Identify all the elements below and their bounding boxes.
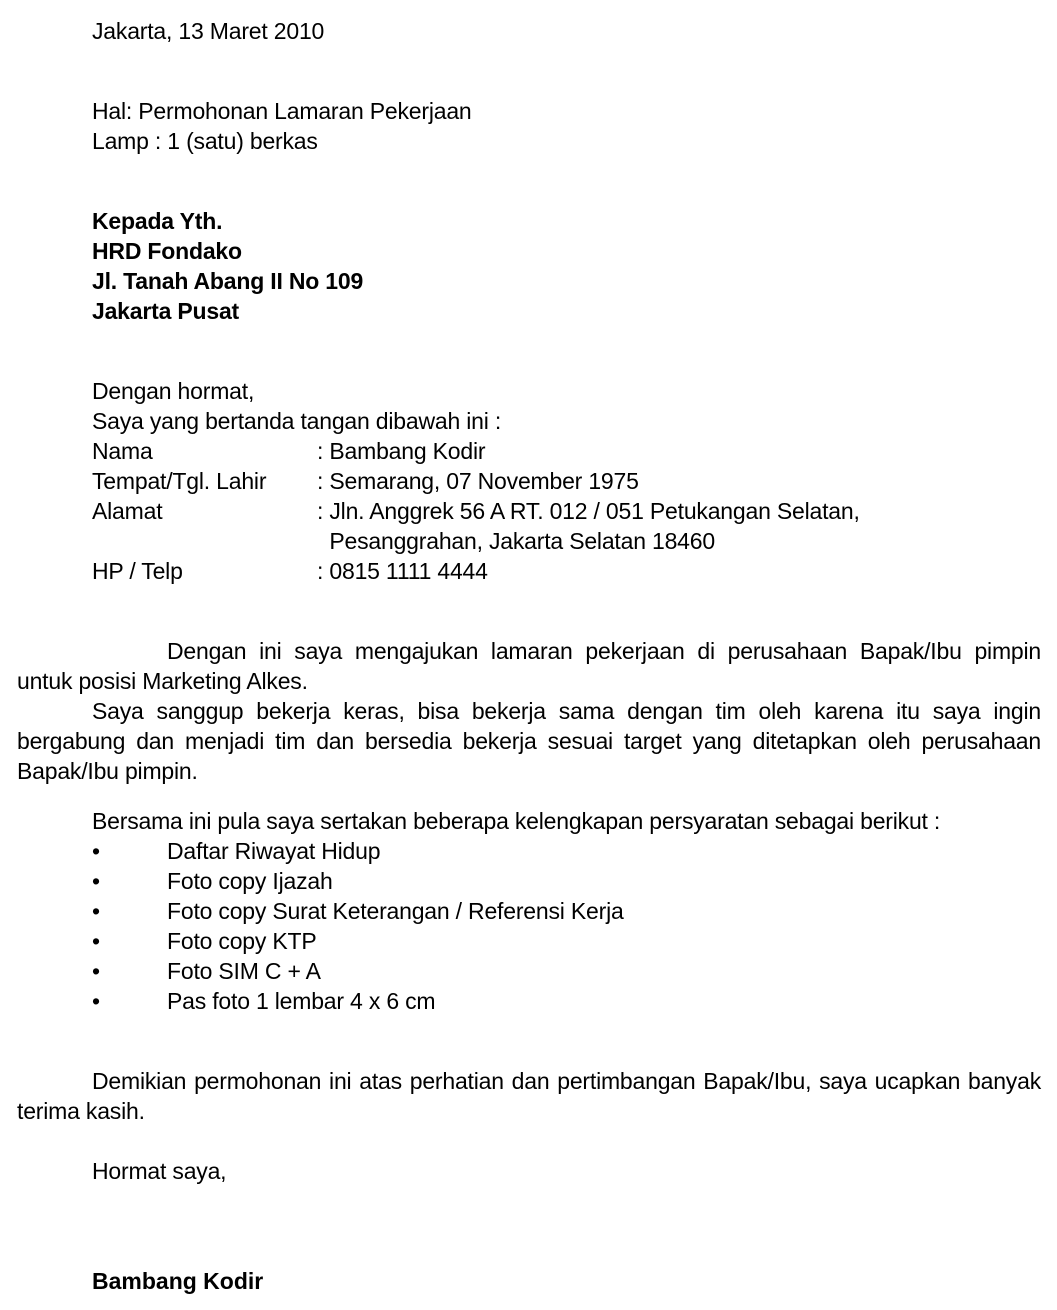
subject-line: Hal: Permohonan Lamaran Pekerjaan — [92, 98, 472, 124]
name-label: Nama — [92, 438, 153, 464]
applicant-phone-row — [92, 556, 488, 586]
address-value-1: : Jln. Anggrek 56 A RT. 012 / 051 Petukangan Selatan, — [317, 498, 860, 524]
applicant-name-row — [92, 436, 485, 466]
recipient-greeting: Kepada Yth. — [92, 208, 223, 234]
list-item-label: Daftar Riwayat Hidup — [167, 838, 381, 864]
recipient-city: Jakarta Pusat — [92, 298, 239, 324]
list-item-label: Foto copy Ijazah — [167, 868, 333, 894]
bullet-icon: • — [92, 988, 100, 1014]
body-paragraph-1: Dengan ini saya mengajukan lamaran pekerjaan di perusahaan Bapak/Ibu pimpin untuk posisi Marketing Alkes. — [17, 638, 1041, 694]
place-date: Jakarta, 13 Maret 2010 — [92, 18, 325, 44]
list-item — [92, 896, 624, 926]
bullet-icon: • — [92, 898, 100, 924]
recipient-name: HRD Fondako — [92, 238, 242, 264]
signature-name: Bambang Kodir — [92, 1268, 264, 1294]
phone-label: HP / Telp — [92, 558, 183, 584]
list-item-label: Foto copy KTP — [167, 928, 317, 954]
regards: Hormat saya, — [92, 1158, 227, 1184]
closing-paragraph: Demikian permohonan ini atas perhatian dan pertimbangan Bapak/Ibu, saya ucapkan banyak terima kasih. — [17, 1068, 1041, 1124]
address-label: Alamat — [92, 498, 163, 524]
list-item — [92, 836, 380, 866]
bullet-icon: • — [92, 838, 100, 864]
bullet-icon: • — [92, 868, 100, 894]
applicant-address-row — [92, 496, 860, 526]
salutation: Dengan hormat, — [92, 378, 255, 404]
birth-value: : Semarang, 07 November 1975 — [317, 468, 639, 494]
body-paragraph-2: Saya sanggup bekerja keras, bisa bekerja sama dengan tim oleh karena itu saya ingin bergabung dan menjadi tim dan bersedia bekerja sesuai target yang ditetapkan oleh perusahaan Bapak/Ibu pimpin. — [17, 698, 1041, 784]
list-item — [92, 866, 333, 896]
bullet-icon: • — [92, 958, 100, 984]
list-item — [92, 986, 435, 1016]
list-item-label: Foto copy Surat Keterangan / Referensi Kerja — [167, 898, 624, 924]
phone-value: : 0815 1111 4444 — [317, 558, 488, 584]
attachments-intro: Bersama ini pula saya sertakan beberapa kelengkapan persyaratan sebagai berikut : — [92, 808, 941, 834]
list-item-label: Foto SIM C + A — [167, 958, 321, 984]
list-item-label: Pas foto 1 lembar 4 x 6 cm — [167, 988, 436, 1014]
applicant-address-row-2 — [92, 526, 715, 556]
bullet-icon: • — [92, 928, 100, 954]
list-item — [92, 926, 317, 956]
attachment-line: Lamp : 1 (satu) berkas — [92, 128, 318, 154]
recipient-street: Jl. Tanah Abang II No 109 — [92, 268, 364, 294]
list-item — [92, 956, 321, 986]
intro-line: Saya yang bertanda tangan dibawah ini : — [92, 408, 502, 434]
applicant-birth-row — [92, 466, 639, 496]
birth-label: Tempat/Tgl. Lahir — [92, 468, 267, 494]
name-value: : Bambang Kodir — [317, 438, 486, 464]
address-value-2: Pesanggrahan, Jakarta Selatan 18460 — [317, 528, 715, 554]
